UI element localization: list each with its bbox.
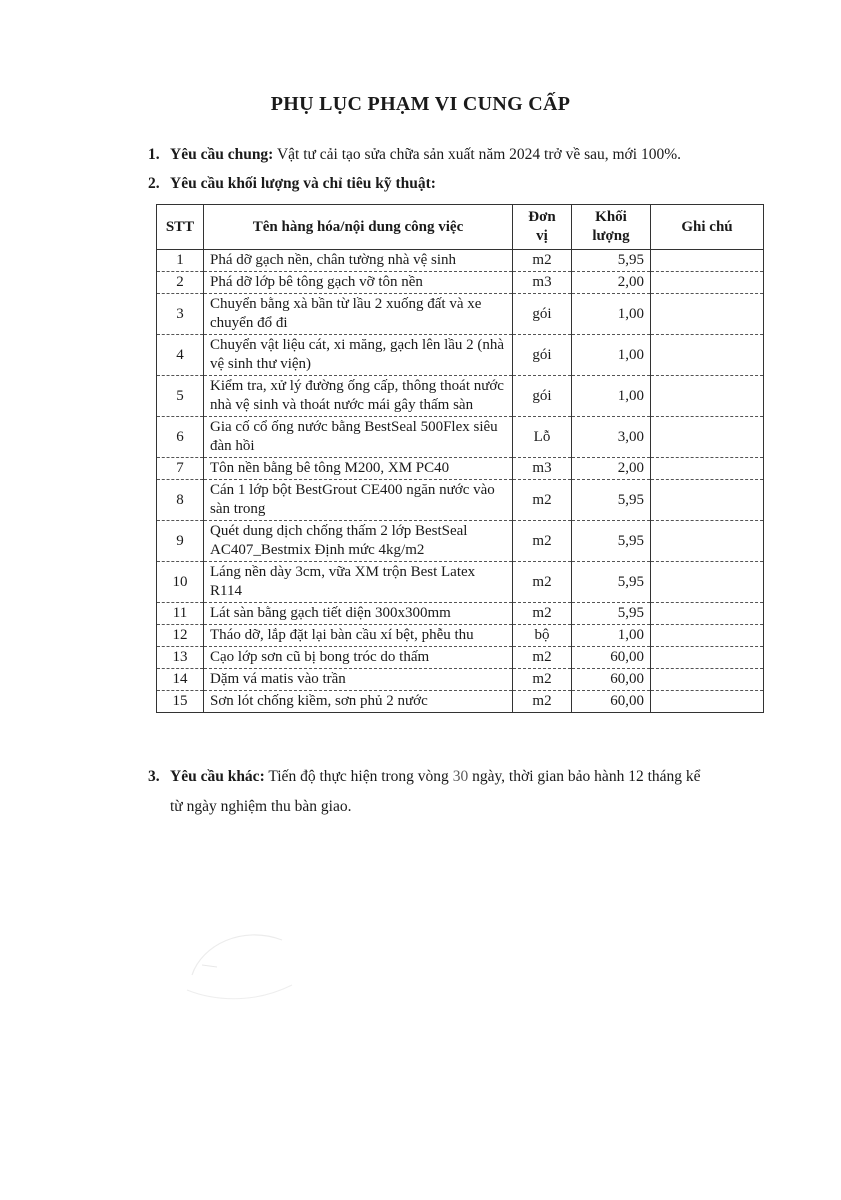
cell-stt: 4 [157,335,204,376]
cell-unit: m2 [513,603,572,625]
section-other-requirements [148,762,788,822]
cell-unit: m2 [513,647,572,669]
cell-name: Sơn lót chống kiềm, sơn phủ 2 nước [204,691,513,713]
table-row [157,458,764,480]
cell-note [651,521,764,562]
cell-stt: 7 [157,458,204,480]
cell-note [651,669,764,691]
section-label: Yêu cầu khác: [170,768,265,785]
cell-stt: 14 [157,669,204,691]
cell-name: Tôn nền bằng bê tông M200, XM PC40 [204,458,513,480]
cell-name: Kiểm tra, xử lý đường ống cấp, thông thoát nước nhà vệ sinh và thoát nước mái gây thấm sàn [204,376,513,417]
cell-stt: 13 [157,647,204,669]
cell-stt: 1 [157,250,204,272]
cell-name: Gia cố cổ ống nước bằng BestSeal 500Flex siêu đàn hồi [204,417,513,458]
cell-unit: m2 [513,669,572,691]
section-number: 2. [148,175,160,192]
cell-note [651,272,764,294]
cell-unit: gói [513,294,572,335]
cell-name: Tháo dỡ, lắp đặt lại bàn cầu xí bệt, phễu thu [204,625,513,647]
table-row [157,521,764,562]
cell-stt: 2 [157,272,204,294]
cell-qty: 1,00 [572,294,651,335]
cell-qty: 5,95 [572,603,651,625]
table-header-row [157,205,764,250]
table-row [157,691,764,713]
cell-name: Dặm vá matis vào trần [204,669,513,691]
cell-qty: 60,00 [572,691,651,713]
table-row [157,272,764,294]
cell-qty: 5,95 [572,562,651,603]
header-stt: STT [157,205,204,250]
cell-unit: gói [513,335,572,376]
header-unit-line2: vị [536,228,548,244]
cell-name: Quét dung dịch chống thấm 2 lớp BestSeal AC407_Bestmix Định mức 4kg/m2 [204,521,513,562]
cell-unit: m2 [513,521,572,562]
table-row [157,625,764,647]
table-row [157,376,764,417]
cell-unit: m3 [513,458,572,480]
cell-qty: 2,00 [572,272,651,294]
table-row [157,417,764,458]
cell-unit: m2 [513,562,572,603]
cell-note [651,250,764,272]
cell-qty: 5,95 [572,480,651,521]
table-row [157,562,764,603]
table-row [157,335,764,376]
cell-name: Lát sàn bằng gạch tiết diện 300x300mm [204,603,513,625]
section-number: 3. [148,768,160,785]
cell-unit: gói [513,376,572,417]
cell-qty: 5,95 [572,250,651,272]
duration-days: 30 [452,768,469,785]
cell-note [651,647,764,669]
cell-note [651,603,764,625]
cell-stt: 5 [157,376,204,417]
cell-name: Cán 1 lớp bột BestGrout CE400 ngăn nước vào sàn trong [204,480,513,521]
cell-note [651,335,764,376]
cell-qty: 60,00 [572,669,651,691]
cell-qty: 1,00 [572,376,651,417]
cell-stt: 6 [157,417,204,458]
cell-qty: 60,00 [572,647,651,669]
section-volume-requirements [148,172,436,196]
header-unit-line1: Đơn [528,209,556,225]
cell-unit: m2 [513,250,572,272]
cell-stt: 12 [157,625,204,647]
header-qty [572,205,651,250]
cell-unit: m2 [513,691,572,713]
cell-note [651,691,764,713]
table-row [157,669,764,691]
cell-stt: 15 [157,691,204,713]
cell-note [651,458,764,480]
cell-note [651,625,764,647]
cell-name: Cạo lớp sơn cũ bị bong tróc do thấm [204,647,513,669]
cell-qty: 3,00 [572,417,651,458]
table-row [157,250,764,272]
section-label: Yêu cầu khối lượng và chỉ tiêu kỹ thuật: [170,175,436,192]
section-general-requirements [148,143,681,167]
section-label: Yêu cầu chung: [170,146,274,163]
cell-name: Chuyển bằng xà bần từ lầu 2 xuống đất và xe chuyển đổ đi [204,294,513,335]
cell-name: Chuyển vật liệu cát, xi măng, gạch lên lầu 2 (nhà vệ sinh thư viện) [204,335,513,376]
cell-qty: 1,00 [572,625,651,647]
header-unit [513,205,572,250]
scope-table [156,204,764,713]
cell-stt: 8 [157,480,204,521]
cell-qty: 2,00 [572,458,651,480]
cell-stt: 11 [157,603,204,625]
cell-note [651,562,764,603]
cell-unit: m2 [513,480,572,521]
cell-name: Phá dỡ gạch nền, chân tường nhà vệ sinh [204,250,513,272]
cell-unit: Lỗ [513,417,572,458]
header-name: Tên hàng hóa/nội dung công việc [204,205,513,250]
cell-note [651,417,764,458]
cell-note [651,480,764,521]
header-qty-line1: Khối [595,209,627,225]
table-row [157,647,764,669]
section-text: Vật tư cải tạo sửa chữa sản xuất năm 2024 trở về sau, mới 100%. [273,146,681,163]
table-row [157,294,764,335]
cell-stt: 9 [157,521,204,562]
header-note: Ghi chú [651,205,764,250]
section-text-after: ngày, thời gian bảo hành 12 tháng kể [468,768,701,785]
section-text-before: Tiến độ thực hiện trong vòng [264,768,453,785]
section-text-line2: từ ngày nghiệm thu bàn giao. [170,798,352,815]
table-row [157,603,764,625]
cell-stt: 10 [157,562,204,603]
table-row [157,480,764,521]
cell-unit: m3 [513,272,572,294]
cell-qty: 5,95 [572,521,651,562]
cell-qty: 1,00 [572,335,651,376]
page-title: PHỤ LỤC PHẠM VI CUNG CẤP [270,93,571,115]
cell-name: Láng nền dày 3cm, vữa XM trộn Best Latex R114 [204,562,513,603]
cell-name: Phá dỡ lớp bê tông gạch vỡ tôn nền [204,272,513,294]
cell-unit: bộ [513,625,572,647]
cell-stt: 3 [157,294,204,335]
header-qty-line2: lượng [592,228,630,244]
faint-stamp-mark [172,905,322,1025]
section-number: 1. [148,146,160,163]
cell-note [651,376,764,417]
cell-note [651,294,764,335]
